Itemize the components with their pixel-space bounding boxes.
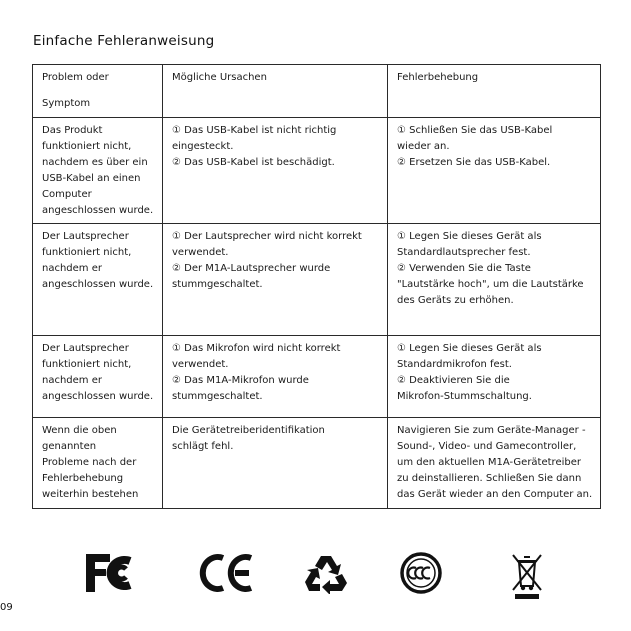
ccc-mark-icon bbox=[399, 552, 443, 594]
text-line: des Geräts zu erhöhen. bbox=[397, 295, 514, 306]
table-row bbox=[33, 418, 601, 509]
troubleshooting-table bbox=[32, 64, 601, 509]
text-line: Sound-, Video- und Gamecontroller, bbox=[397, 441, 577, 452]
problem-cell bbox=[33, 418, 163, 509]
text-line: zu deinstallieren. Schließen Sie dann bbox=[397, 473, 582, 484]
text-line: ② Der M1A-Lautsprecher wurde bbox=[172, 263, 331, 274]
text-line: Standardmikrofon fest. bbox=[397, 359, 512, 370]
text-line: ② Ersetzen Sie das USB-Kabel. bbox=[397, 157, 551, 168]
fix-cell bbox=[388, 118, 601, 224]
text-line: ① Das USB-Kabel ist nicht richtig bbox=[172, 125, 337, 136]
text-line: Der Lautsprecher bbox=[42, 231, 129, 242]
text-line: angeschlossen wurde. bbox=[42, 205, 154, 216]
text-line: das Gerät wieder an den Computer an. bbox=[397, 489, 593, 500]
text-line: genannten bbox=[42, 441, 97, 452]
problem-cell bbox=[33, 336, 163, 418]
text-line: nachdem es über ein bbox=[42, 157, 148, 168]
fix-cell bbox=[388, 336, 601, 418]
fix-cell bbox=[388, 224, 601, 336]
text-line: nachdem er bbox=[42, 263, 102, 274]
text-line: ① Legen Sie dieses Gerät als bbox=[397, 231, 542, 242]
text-line: Probleme nach der bbox=[42, 457, 137, 468]
text-line: ② Das USB-Kabel ist beschädigt. bbox=[172, 157, 335, 168]
text-line: funktioniert nicht, bbox=[42, 359, 132, 370]
text-line: angeschlossen wurde. bbox=[42, 391, 154, 402]
ce-mark-icon bbox=[199, 552, 255, 594]
text-line: ① Der Lautsprecher wird nicht korrekt bbox=[172, 231, 362, 242]
causes-cell bbox=[163, 118, 388, 224]
text-line: Standardlautsprecher fest. bbox=[397, 247, 531, 258]
text-line: "Lautstärke hoch", um die Lautstärke bbox=[397, 279, 584, 290]
problem-cell bbox=[33, 118, 163, 224]
text-line: ① Schließen Sie das USB-Kabel bbox=[397, 125, 553, 136]
text-line: Das Produkt bbox=[42, 125, 103, 136]
causes-cell bbox=[163, 224, 388, 336]
text-line: ② Verwenden Sie die Taste bbox=[397, 263, 531, 274]
text-line: Fehlerbehebung bbox=[42, 473, 124, 484]
text-line: Computer bbox=[42, 189, 92, 200]
fcc-logo-icon bbox=[86, 552, 144, 594]
text-line: ① Das Mikrofon wird nicht korrekt bbox=[172, 343, 341, 354]
text-line: eingesteckt. bbox=[172, 141, 234, 152]
text-line: wieder an. bbox=[397, 141, 450, 152]
text-line: ① Legen Sie dieses Gerät als bbox=[397, 343, 542, 354]
text-line: USB-Kabel an einen bbox=[42, 173, 141, 184]
text-line: stummgeschaltet. bbox=[172, 279, 263, 290]
text-line: ② Deaktivieren Sie die bbox=[397, 375, 510, 386]
text-line: Navigieren Sie zum Geräte-Manager - bbox=[397, 425, 586, 436]
text-line: Der Lautsprecher bbox=[42, 343, 129, 354]
causes-cell bbox=[163, 336, 388, 418]
text-line: funktioniert nicht, bbox=[42, 141, 132, 152]
problem-cell bbox=[33, 224, 163, 336]
header-causes: Mögliche Ursachen bbox=[163, 65, 388, 118]
page-number: 09 bbox=[0, 602, 13, 613]
text-line: schlägt fehl. bbox=[172, 441, 234, 452]
text-line: stummgeschaltet. bbox=[172, 391, 263, 402]
fix-cell bbox=[388, 418, 601, 509]
text-line: um den aktuellen M1A-Gerätetreiber bbox=[397, 457, 581, 468]
text-line: Mikrofon-Stummschaltung. bbox=[397, 391, 532, 402]
weee-crossed-bin-icon bbox=[511, 552, 543, 600]
recycle-icon bbox=[304, 552, 348, 594]
text-line: verwendet. bbox=[172, 247, 229, 258]
text-line: angeschlossen wurde. bbox=[42, 279, 154, 290]
header-fix: Fehlerbehebung bbox=[388, 65, 601, 118]
text-line: weiterhin bestehen bbox=[42, 489, 139, 500]
text-line: nachdem er bbox=[42, 375, 102, 386]
text-line: Wenn die oben bbox=[42, 425, 117, 436]
page-title: Einfache Fehleranweisung bbox=[33, 33, 215, 49]
certification-logos bbox=[0, 552, 631, 602]
text-line: ② Das M1A-Mikrofon wurde bbox=[172, 375, 309, 386]
text-line: funktioniert nicht, bbox=[42, 247, 132, 258]
table-row bbox=[33, 336, 601, 418]
table-row bbox=[33, 224, 601, 336]
text-line: verwendet. bbox=[172, 359, 229, 370]
text-line: Die Gerätetreiberidentifikation bbox=[172, 425, 325, 436]
table-header-row bbox=[33, 65, 601, 118]
table-row bbox=[33, 118, 601, 224]
causes-cell bbox=[163, 418, 388, 509]
header-problem: Problem oder Symptom bbox=[33, 65, 163, 118]
